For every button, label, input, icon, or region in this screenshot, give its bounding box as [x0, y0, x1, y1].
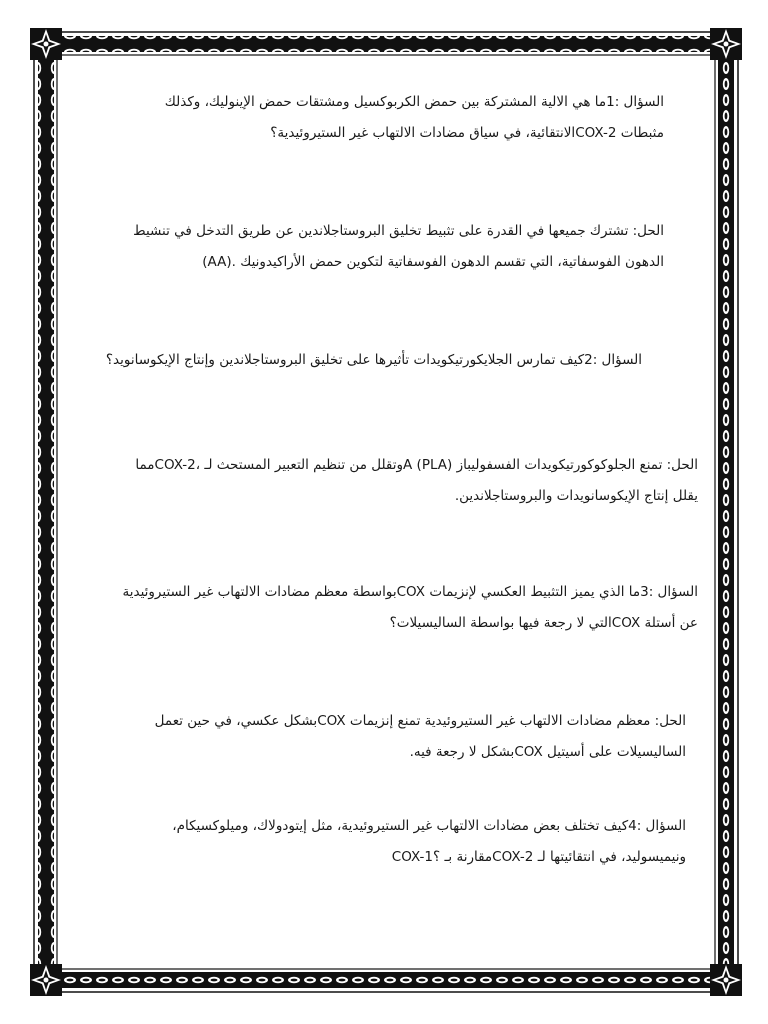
question-4-line-1: السؤال :4كيف تختلف بعض مضادات الالتهاب غير الستيروئيدية، مثل إيتودولاك، وميلوكسيكام،: [172, 818, 686, 834]
question-1-line-2: مثبطات COX-2الانتقائية، في سياق مضادات الالتهاب غير الستيروئيدية؟: [270, 125, 664, 141]
answer-2-line-1: الحل: تمنع الجلوكوكورتيكويدات الفسفوليباز A (PLA)وتقلل من تنظيم التعبير المستحث لـ ،COX-2مما: [135, 457, 698, 473]
answer-3-line-1: الحل: معظم مضادات الالتهاب غير الستيروئيدية تمنع إنزيمات COXبشكل عكسي، في حين تعمل: [154, 713, 686, 729]
answer-2-line-2: يقلل إنتاج الإيكوسانويدات والبروستاجلاندين.: [454, 488, 698, 504]
question-2-line-1: السؤال :2كيف تمارس الجلايكورتيكويدات تأثيرها على تخليق البروستاجلاندين وإنتاج الإيكوسانويد؟: [105, 352, 642, 368]
question-1: [94, 87, 664, 149]
question-2: [52, 345, 642, 376]
question-3: [68, 577, 698, 639]
question-3-line-1: السؤال :3ما الذي يميز التثبيط العكسي لإنزيمات COXبواسطة معظم مضادات الالتهاب غير الستيروئيدية: [122, 584, 698, 600]
answer-1-line-2: الدهون الفوسفاتية، التي تقسم الدهون الفوسفاتية لتكوين حمض الأراكيدونيك .(AA): [202, 254, 664, 270]
answer-1-line-1: الحل: تشترك جميعها في القدرة على تثبيط تخليق البروستاجلاندين عن طريق التدخل في تنشيط: [133, 223, 664, 239]
question-4: [86, 811, 686, 873]
question-1-line-1: السؤال :1ما هي الالية المشتركة بين حمض الكربوكسيل ومشتقات حمض الإينوليك، وكذلك: [164, 94, 664, 110]
answer-3-line-2: الساليسيلات على أسيتيل COXبشكل لا رجعة فيه.: [409, 744, 686, 760]
answer-1: [94, 216, 664, 278]
answer-2: [68, 450, 698, 512]
answer-3: [86, 706, 686, 768]
question-4-line-2: ونيميسوليد، في انتقائيتها لـ COX-2مقارنة بـ ؟COX-1: [391, 849, 686, 865]
question-3-line-2: عن أستلة COXالتي لا رجعة فيها بواسطة الساليسيلات؟: [389, 615, 698, 631]
